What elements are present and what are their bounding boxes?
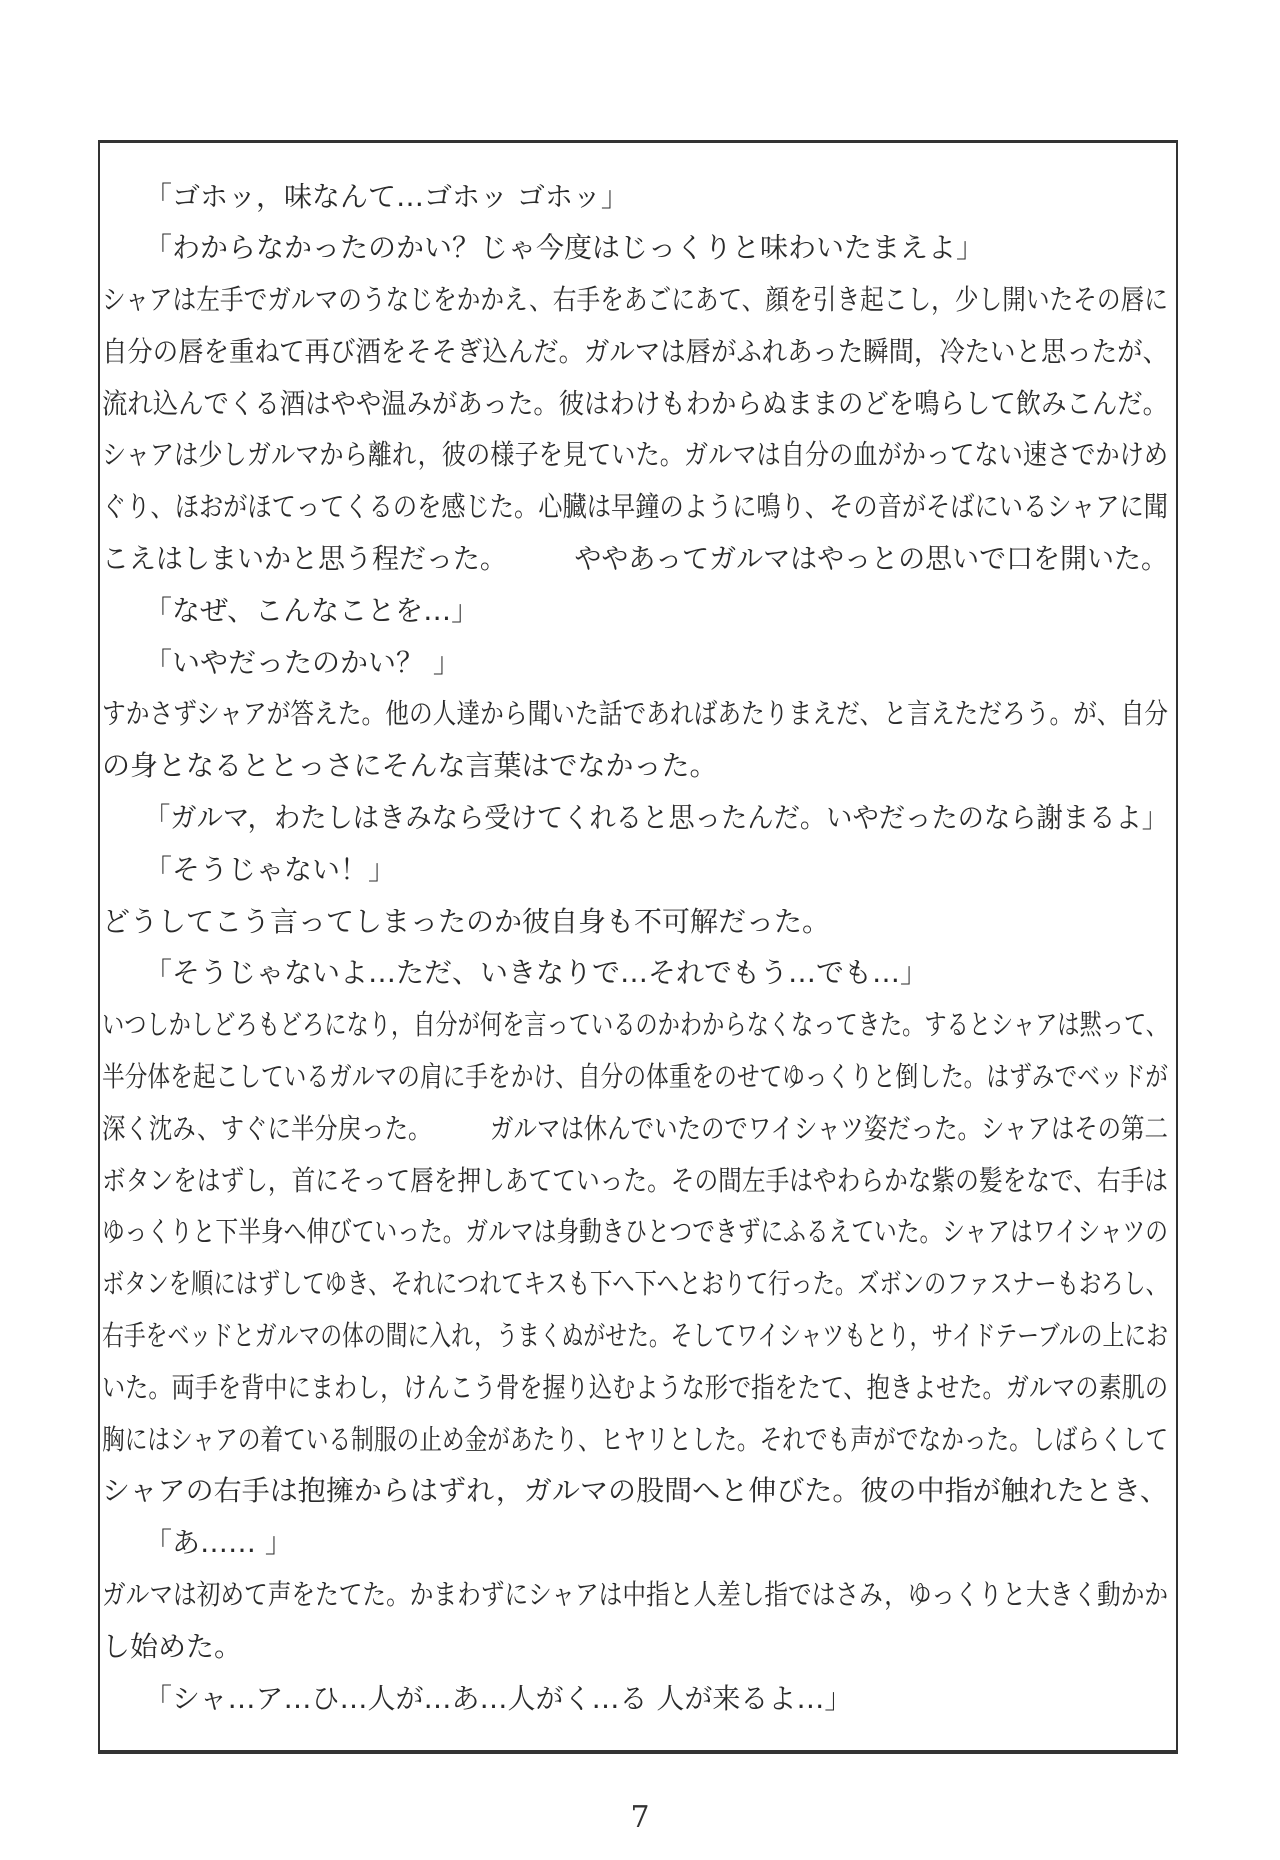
line-text: 深く沈み、すぐに半分戻った。 ガルマは休んでいたのでワイシャツ姿だった。シャアはその第二 [102, 1111, 1168, 1145]
narration-line [102, 895, 1172, 947]
narration-line [102, 999, 1172, 1051]
narration-line [102, 1569, 1172, 1621]
line-text: 右手をベッドとガルマの体の間に入れ，うまくぬがせた。そしてワイシャツもとり，サイドテーブルの上にお [102, 1319, 1168, 1353]
line-text: 「そうじゃないよ…ただ、いきなりで…それでもう…でも…」 [144, 956, 929, 990]
dialogue-line [102, 584, 1172, 636]
line-text: ぐり、ほおがほてってくるのを感じた。心臓は早鐘のように鳴り、その音がそばにいるシャアに聞 [102, 490, 1168, 524]
manuscript-text [102, 170, 1172, 1724]
line-text: 「なぜ、こんなことを…」 [144, 593, 480, 627]
dialogue-line [102, 792, 1172, 844]
line-text: し始めた。 [102, 1629, 243, 1663]
narration-line [102, 325, 1172, 377]
line-text: 流れ込んでくる酒はやや温みがあった。彼はわけもわからぬままのどを鳴らして飲みこんだ。 [102, 386, 1169, 420]
dialogue-line [102, 947, 1172, 999]
narration-line [102, 1154, 1172, 1206]
line-text: こえはしまいかと思う程だった。 ややあってガルマはやっとの思いで口を開いた。 [102, 542, 1169, 576]
line-text: いつしかしどろもどろになり，自分が何を言っているのかわからなくなってきた。するとシャアは黙って、 [102, 1008, 1168, 1042]
narration-line [102, 1620, 1172, 1672]
line-text: すかさずシャアが答えた。他の人達から聞いた話であればあたりまえだ、と言えただろう。が、自分 [102, 697, 1169, 731]
narration-line [102, 1310, 1172, 1362]
narration-line [102, 1102, 1172, 1154]
line-text: ゆっくりと下半身へ伸びていった。ガルマは身動きひとつできずにふるえていた。シャアはワイシャツの [102, 1215, 1168, 1249]
line-text: 「ゴホッ，味なんて…ゴホッ ゴホッ」 [144, 179, 629, 213]
line-text: 「シャ…ア…ひ…人が…あ…人がく…る 人が来るよ…」 [144, 1681, 853, 1715]
page-number: 7 [630, 1800, 650, 1835]
line-text: 「ガルマ，わたしはきみなら受けてくれると思ったんだ。いやだったのなら謝まるよ」 [144, 801, 1169, 835]
line-text: 半分体を起こしているガルマの肩に手をかけ、自分の体重をのせてゆっくりと倒した。はずみでベッドが [102, 1060, 1169, 1094]
narration-line [102, 740, 1172, 792]
dialogue-line [102, 636, 1172, 688]
narration-line [102, 1258, 1172, 1310]
line-text: いた。両手を背中にまわし，けんこう骨を握り込むような形で指をたて、抱きよせた。ガルマの素肌の [102, 1370, 1169, 1404]
line-text: 胸にはシャアの着ている制服の止め金があたり、ヒヤリとした。それでも声がでなかった。しばらくして [102, 1422, 1169, 1456]
line-text: 「わからなかったのかい？じゃ今度はじっくりと味わいたまえよ」 [144, 231, 985, 265]
line-text: 「いやだったのかい？ 」 [144, 645, 461, 679]
dialogue-line [102, 1517, 1172, 1569]
line-text: シャアは左手でガルマのうなじをかかえ、右手をあごにあて、顔を引き起こし，少し開いたその唇に [102, 283, 1168, 317]
line-text: 「あ…… 」 [144, 1526, 293, 1560]
line-text: どうしてこう言ってしまったのか彼自身も不可解だった。 [102, 904, 831, 938]
line-text: 自分の唇を重ねて再び酒をそそぎ込んだ。ガルマは唇がふれあった瞬間，冷たいと思ったが、 [102, 334, 1168, 368]
line-text: シャアは少しガルマから離れ，彼の様子を見ていた。ガルマは自分の血がかってない速さでかけめ [102, 438, 1169, 472]
line-text: ボタンをはずし，首にそって唇を押しあてていった。その間左手はやわらかな紫の髪をなで、右手は [102, 1163, 1169, 1197]
line-text: ガルマは初めて声をたてた。かまわずにシャアは中指と人差し指ではさみ，ゆっくりと大きく動かか [102, 1578, 1169, 1612]
line-text: ボタンを順にはずしてゆき、それにつれてキスも下へ下へとおりて行った。ズボンのファスナーもおろし、 [102, 1267, 1168, 1301]
dialogue-line [102, 843, 1172, 895]
narration-line [102, 429, 1172, 481]
line-text: シャアの右手は抱擁からはずれ，ガルマの股間へと伸びた。彼の中指が触れたとき、 [102, 1474, 1168, 1508]
narration-line [102, 1413, 1172, 1465]
dialogue-line [102, 170, 1172, 222]
narration-line [102, 377, 1172, 429]
dialogue-line [102, 222, 1172, 274]
narration-line [102, 1206, 1172, 1258]
narration-line [102, 1361, 1172, 1413]
narration-line [102, 481, 1172, 533]
narration-line [102, 1465, 1172, 1517]
line-text: 「そうじゃない！」 [144, 852, 397, 886]
line-text: の身となるととっさにそんな言葉はでなかった。 [102, 749, 718, 783]
dialogue-line [102, 1672, 1172, 1724]
narration-line [102, 1051, 1172, 1103]
narration-line [102, 533, 1172, 585]
narration-line [102, 688, 1172, 740]
narration-line [102, 274, 1172, 326]
